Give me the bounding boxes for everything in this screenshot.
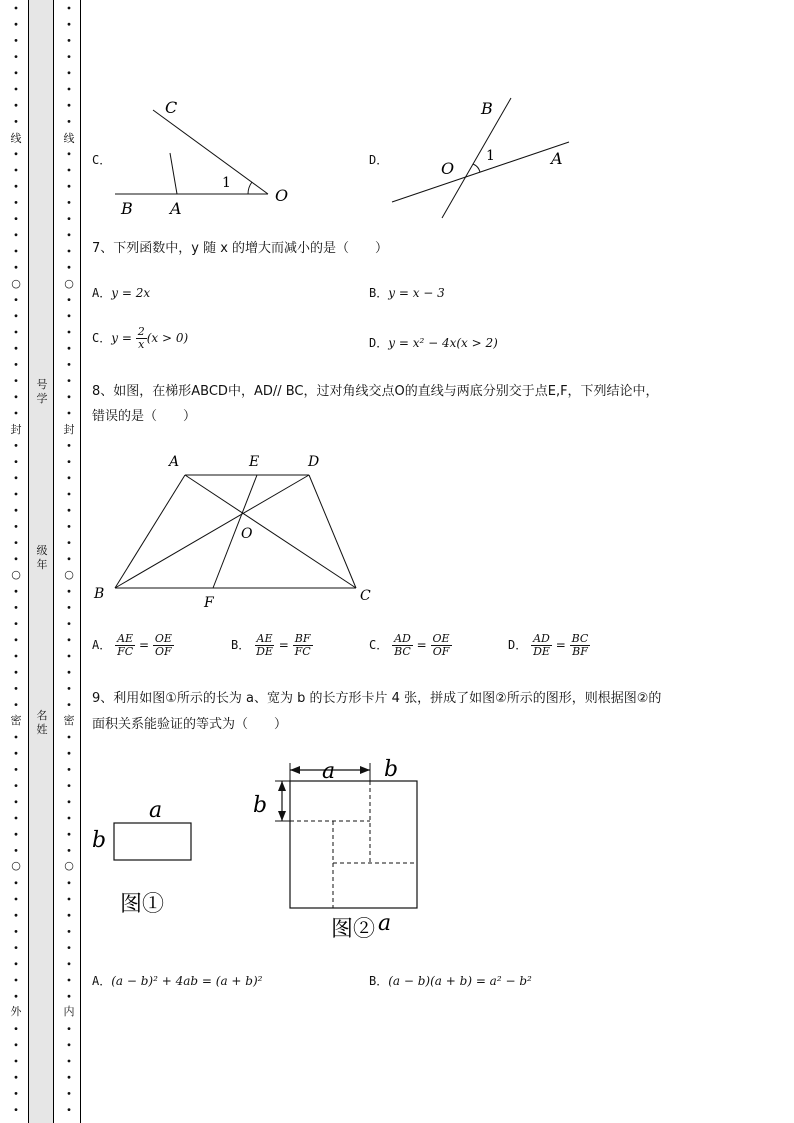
binding-dot xyxy=(68,671,71,674)
binding-dot xyxy=(68,1060,71,1063)
binding-dot xyxy=(68,817,71,820)
binding-dot xyxy=(68,363,71,366)
q8-label-E: E xyxy=(249,454,260,470)
binding-dot xyxy=(68,104,71,107)
binding-dot xyxy=(15,1027,18,1030)
binding-dot xyxy=(15,1076,18,1079)
binding-dot xyxy=(15,412,18,415)
fig2-label-b-top: b xyxy=(384,757,399,782)
binding-dot xyxy=(15,169,18,172)
q8-option-a[interactable]: A． $\frac{AE}{FC}$ = $\frac{OE}{OF}$ xyxy=(92,632,172,658)
binding-dot xyxy=(68,88,71,91)
binding-dot xyxy=(15,525,18,528)
binding-dot xyxy=(68,460,71,463)
binding-dot xyxy=(68,39,71,42)
fig1-label-b: b xyxy=(92,828,107,853)
binding-dot xyxy=(15,979,18,982)
q9-figure-2 xyxy=(245,755,445,945)
binding-dot xyxy=(68,768,71,771)
fig2-label-b-left: b xyxy=(253,793,268,818)
binding-dot xyxy=(68,687,71,690)
binding-dot xyxy=(68,962,71,965)
outer-char-circle-2: ○ xyxy=(9,568,23,582)
inner-dot-column xyxy=(62,0,76,1123)
q8-label-F: F xyxy=(204,595,214,611)
q8-option-c[interactable]: C． $\frac{AD}{BC}$ = $\frac{OE}{OF}$ xyxy=(369,632,450,658)
q6c-angle-1: 1 xyxy=(222,175,231,191)
binding-dot xyxy=(15,930,18,933)
binding-dot xyxy=(15,7,18,10)
q6c-label-C: C xyxy=(165,98,178,117)
binding-dot xyxy=(68,266,71,269)
outer-char-xian: 线 xyxy=(10,132,22,145)
binding-dot xyxy=(15,1108,18,1111)
q6d-label-A: A xyxy=(551,149,563,168)
q8-label-A: A xyxy=(169,454,180,470)
binding-dot xyxy=(68,557,71,560)
binding-dot xyxy=(15,768,18,771)
binding-dot xyxy=(15,687,18,690)
q7-stem: 7、下列函数中，y 随 x 的增大而减小的是（ ） xyxy=(92,241,389,256)
inner-char-circle-3: ○ xyxy=(62,859,76,873)
binding-dot xyxy=(15,379,18,382)
binding-dot xyxy=(15,39,18,42)
fig1-caption: 图① xyxy=(120,892,165,917)
binding-dot xyxy=(15,606,18,609)
fig1-label-a: a xyxy=(149,798,163,823)
binding-dot xyxy=(15,88,18,91)
binding-dot xyxy=(68,606,71,609)
q8-label-C: C xyxy=(360,588,371,604)
binding-dot xyxy=(15,363,18,366)
binding-dot xyxy=(15,736,18,739)
binding-dot xyxy=(15,104,18,107)
binding-dot xyxy=(15,298,18,301)
binding-dot xyxy=(68,946,71,949)
outer-dot-column xyxy=(9,0,23,1123)
binding-dot xyxy=(15,266,18,269)
binding-dot xyxy=(68,298,71,301)
binding-dot xyxy=(15,444,18,447)
q6c-label-B: B xyxy=(121,199,133,218)
inner-char-xian: 线 xyxy=(63,132,75,145)
binding-dot xyxy=(15,833,18,836)
binding-dot xyxy=(15,185,18,188)
q9-option-a[interactable]: A．(a − b)² + 4ab = (a + b)² xyxy=(92,974,263,988)
binding-dot xyxy=(68,930,71,933)
q8-label-B: B xyxy=(94,586,105,602)
binding-dot xyxy=(15,962,18,965)
binding-dot xyxy=(15,655,18,658)
binding-dot xyxy=(68,185,71,188)
binding-dot xyxy=(15,217,18,220)
binding-dot xyxy=(15,946,18,949)
binding-dot xyxy=(15,476,18,479)
binding-dot xyxy=(15,622,18,625)
inner-char-circle-1: ○ xyxy=(62,277,76,291)
binding-dot xyxy=(15,898,18,901)
q6c-label-A: A xyxy=(170,199,182,218)
q8-trapezoid-figure xyxy=(90,450,390,615)
binding-dot xyxy=(68,655,71,658)
binding-dot xyxy=(68,7,71,10)
binding-dot xyxy=(15,152,18,155)
field-name[interactable]: 名姓 xyxy=(36,709,48,736)
binding-dot xyxy=(15,752,18,755)
binding-dot xyxy=(15,703,18,706)
binding-dot xyxy=(15,347,18,350)
binding-dot xyxy=(68,525,71,528)
binding-dot xyxy=(15,817,18,820)
binding-dot xyxy=(15,71,18,74)
binding-dot xyxy=(68,120,71,123)
binding-dot xyxy=(15,800,18,803)
q6d-label-B: B xyxy=(481,99,493,118)
q6-option-c-figure xyxy=(108,95,298,220)
binding-dot xyxy=(68,379,71,382)
outer-char-wai: 外 xyxy=(10,1005,22,1018)
binding-dot xyxy=(15,557,18,560)
q7-option-b[interactable]: B．y = x − 3 xyxy=(369,286,445,300)
binding-dot xyxy=(15,509,18,512)
q8-option-b[interactable]: B． $\frac{AE}{DE}$ = $\frac{BF}{FC}$ xyxy=(231,632,311,658)
q6d-angle-1: 1 xyxy=(486,148,495,164)
binding-dot xyxy=(68,898,71,901)
binding-dot xyxy=(68,23,71,26)
outer-char-mi: 密 xyxy=(10,714,22,727)
binding-dot xyxy=(68,152,71,155)
binding-dot xyxy=(15,1060,18,1063)
binding-dot xyxy=(68,233,71,236)
q9-figure-1 xyxy=(88,795,208,925)
binding-dot xyxy=(15,55,18,58)
fig2-label-a-top: a xyxy=(322,759,336,784)
binding-dot xyxy=(15,460,18,463)
q8-option-d[interactable]: D． $\frac{AD}{DE}$ = $\frac{BC}{BF}$ xyxy=(508,632,589,658)
binding-dot xyxy=(68,71,71,74)
binding-dot xyxy=(68,169,71,172)
binding-dot xyxy=(68,833,71,836)
binding-dot xyxy=(15,541,18,544)
q7-option-c[interactable]: C．y = $\frac{2}{x}$ (x > 0) xyxy=(92,325,189,351)
binding-dot xyxy=(68,250,71,253)
binding-dot xyxy=(15,1043,18,1046)
binding-dot xyxy=(15,671,18,674)
binding-dot xyxy=(68,979,71,982)
binding-dot xyxy=(68,314,71,317)
q7-option-d[interactable]: D．y = x² − 4x(x > 2) xyxy=(369,336,498,350)
binding-dot xyxy=(15,201,18,204)
binding-dot xyxy=(15,590,18,593)
q8-label-O: O xyxy=(241,526,253,542)
q8-stem-line1: 8、如图，在梯形ABCD中，AD// BC，过对角线交点O的直线与两底分别交于点E,F，下列结论中， xyxy=(92,384,659,399)
binding-dot xyxy=(15,314,18,317)
binding-dot xyxy=(15,120,18,123)
binding-line xyxy=(80,0,81,1123)
binding-dot xyxy=(15,881,18,884)
binding-dot xyxy=(68,995,71,998)
binding-dot xyxy=(68,412,71,415)
binding-dot xyxy=(15,395,18,398)
binding-dot xyxy=(68,201,71,204)
binding-dot xyxy=(68,476,71,479)
inner-char-feng: 封 xyxy=(63,423,75,436)
inner-char-circle-2: ○ xyxy=(62,568,76,582)
binding-dot xyxy=(68,541,71,544)
q7c-fraction: $\frac{2}{x}$ xyxy=(137,325,145,351)
binding-dot xyxy=(68,638,71,641)
q9-stem-line2: 面积关系能验证的等式为（ ） xyxy=(92,717,288,732)
q8-label-D: D xyxy=(308,454,320,470)
binding-dot xyxy=(68,1108,71,1111)
binding-dot xyxy=(15,784,18,787)
fig2-label-a-bottom: a xyxy=(378,911,392,936)
binding-dot xyxy=(68,849,71,852)
field-student-number[interactable]: 号学 xyxy=(36,378,48,405)
outer-char-feng: 封 xyxy=(10,423,22,436)
binding-dot xyxy=(15,331,18,334)
binding-dot xyxy=(68,331,71,334)
binding-dot xyxy=(68,347,71,350)
q7-option-a[interactable]: A．y = 2x xyxy=(92,286,151,300)
binding-dot xyxy=(15,233,18,236)
fig2-caption: 图② xyxy=(331,917,376,942)
binding-dot xyxy=(68,509,71,512)
outer-char-circle-1: ○ xyxy=(9,277,23,291)
binding-dot xyxy=(15,849,18,852)
binding-dot xyxy=(68,622,71,625)
q6d-label-O: O xyxy=(441,159,455,178)
binding-dot xyxy=(68,55,71,58)
binding-dot xyxy=(68,752,71,755)
binding-dot xyxy=(68,1027,71,1030)
binding-dot xyxy=(68,703,71,706)
binding-dot xyxy=(15,638,18,641)
binding-dot xyxy=(68,395,71,398)
inner-char-nei: 内 xyxy=(63,1005,75,1018)
binding-dot xyxy=(68,881,71,884)
inner-char-mi: 密 xyxy=(63,714,75,727)
binding-dot xyxy=(15,250,18,253)
q9-option-b[interactable]: B．(a − b)(a + b) = a² − b² xyxy=(369,974,532,988)
binding-dot xyxy=(68,1076,71,1079)
binding-dot xyxy=(68,493,71,496)
q8-stem-line2: 错误的是（ ） xyxy=(92,409,197,424)
field-grade[interactable]: 级年 xyxy=(36,544,48,571)
binding-dot xyxy=(68,217,71,220)
binding-dot xyxy=(68,800,71,803)
q9-stem-line1: 9、利用如图①所示的长为 a、宽为 b 的长方形卡片 4 张，拼成了如图②所示的图形，则根据图②的 xyxy=(92,691,662,706)
q6-option-d-label[interactable]: D． xyxy=(369,153,389,167)
q6-option-c-label[interactable]: C． xyxy=(92,153,112,167)
binding-dot xyxy=(68,1043,71,1046)
binding-dot xyxy=(68,784,71,787)
binding-dot xyxy=(68,1092,71,1095)
binding-dot xyxy=(68,736,71,739)
q6-option-d-figure xyxy=(385,92,585,222)
binding-dot xyxy=(15,493,18,496)
binding-dot xyxy=(15,1092,18,1095)
binding-dot xyxy=(15,995,18,998)
binding-dot xyxy=(15,23,18,26)
binding-dot xyxy=(68,914,71,917)
binding-dot xyxy=(68,590,71,593)
q6c-label-O: O xyxy=(275,186,289,205)
outer-char-circle-3: ○ xyxy=(9,859,23,873)
binding-dot xyxy=(15,914,18,917)
binding-dot xyxy=(68,444,71,447)
